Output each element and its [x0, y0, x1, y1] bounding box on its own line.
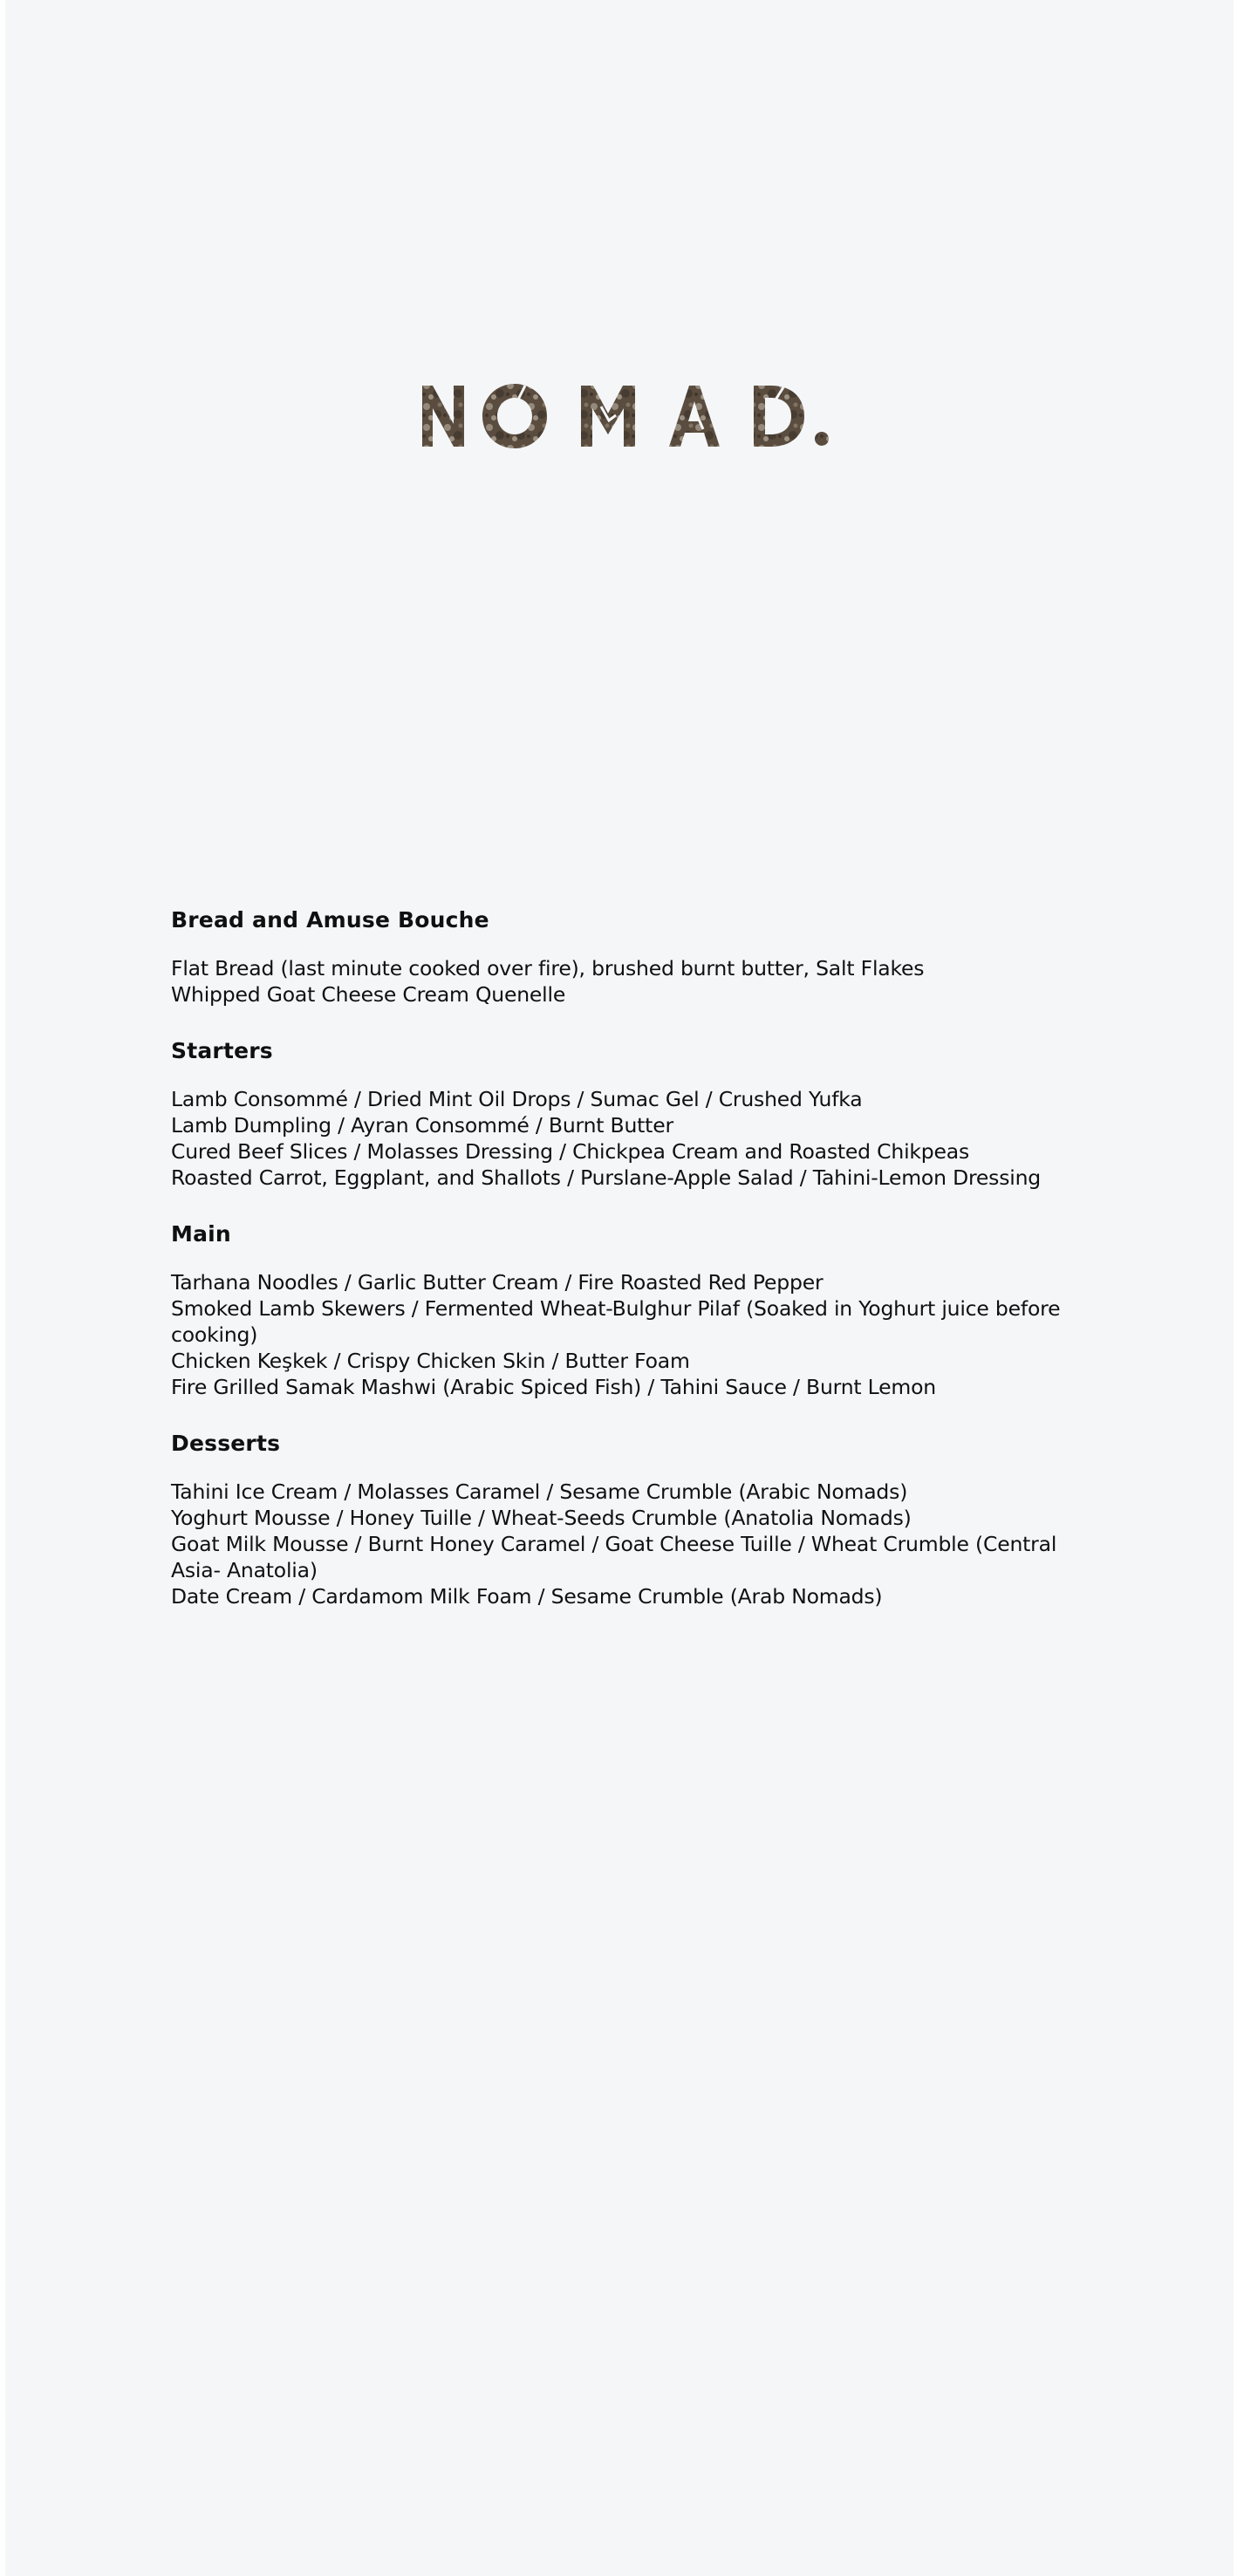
section-title: Main — [171, 1221, 231, 1247]
menu-item: Tarhana Noodles / Garlic Butter Cream / Fire Roasted Red Pepper — [171, 1270, 824, 1295]
section-main — [171, 1217, 1096, 1426]
logo-letter-n — [422, 386, 464, 447]
menu-item: Lamb Consommé / Dried Mint Oil Drops / Sumac Gel / Crushed Yufka — [171, 1087, 863, 1111]
section-title: Starters — [171, 1038, 273, 1063]
menu-item: Smoked Lamb Skewers / Fermented Wheat-Bulghur Pilaf (Soaked in Yoghurt juice before cooking) — [171, 1296, 1061, 1347]
menu-item: Chicken Keşkek / Crispy Chicken Skin / Butter Foam — [171, 1349, 690, 1373]
menu-item: Goat Milk Mousse / Burnt Honey Caramel / Goat Cheese Tuille / Wheat Crumble (Central Asia- Anatolia) — [171, 1532, 1057, 1582]
menu-item: Tahini Ice Cream / Molasses Caramel / Sesame Crumble (Arabic Nomads) — [171, 1479, 908, 1504]
logo-letter-a — [669, 386, 720, 447]
menu-item: Roasted Carrot, Eggplant, and Shallots / Purslane-Apple Salad / Tahini-Lemon Dressing — [171, 1165, 1041, 1190]
section-desserts — [171, 1426, 1096, 1609]
logo-dot — [815, 432, 829, 446]
logo-letter-m — [581, 386, 635, 447]
section-title: Bread and Amuse Bouche — [171, 907, 489, 933]
menu-content — [171, 903, 1096, 1609]
nomad-logo-graphic — [422, 380, 832, 450]
menu-item: Fire Grilled Samak Mashwi (Arabic Spiced Fish) / Tahini Sauce / Burnt Lemon — [171, 1375, 936, 1399]
logo-letter-d — [754, 386, 804, 447]
section-starters — [171, 1034, 1096, 1217]
nomad-logo — [422, 380, 832, 450]
menu-item: Date Cream / Cardamom Milk Foam / Sesame Crumble (Arab Nomads) — [171, 1584, 883, 1609]
menu-item: Whipped Goat Cheese Cream Quenelle — [171, 982, 566, 1007]
section-title: Desserts — [171, 1431, 281, 1456]
menu-item: Yoghurt Mousse / Honey Tuille / Wheat-Seeds Crumble (Anatolia Nomads) — [171, 1506, 912, 1530]
section-bread-and-amuse-bouche — [171, 903, 1096, 1034]
menu-item: Flat Bread (last minute cooked over fire), brushed burnt butter, Salt Flakes — [171, 956, 925, 981]
menu-item: Cured Beef Slices / Molasses Dressing / Chickpea Cream and Roasted Chikpeas — [171, 1139, 970, 1164]
menu-item: Lamb Dumpling / Ayran Consommé / Burnt Butter — [171, 1113, 673, 1138]
logo-letter-o — [482, 384, 547, 448]
menu-page — [5, 0, 1234, 2576]
